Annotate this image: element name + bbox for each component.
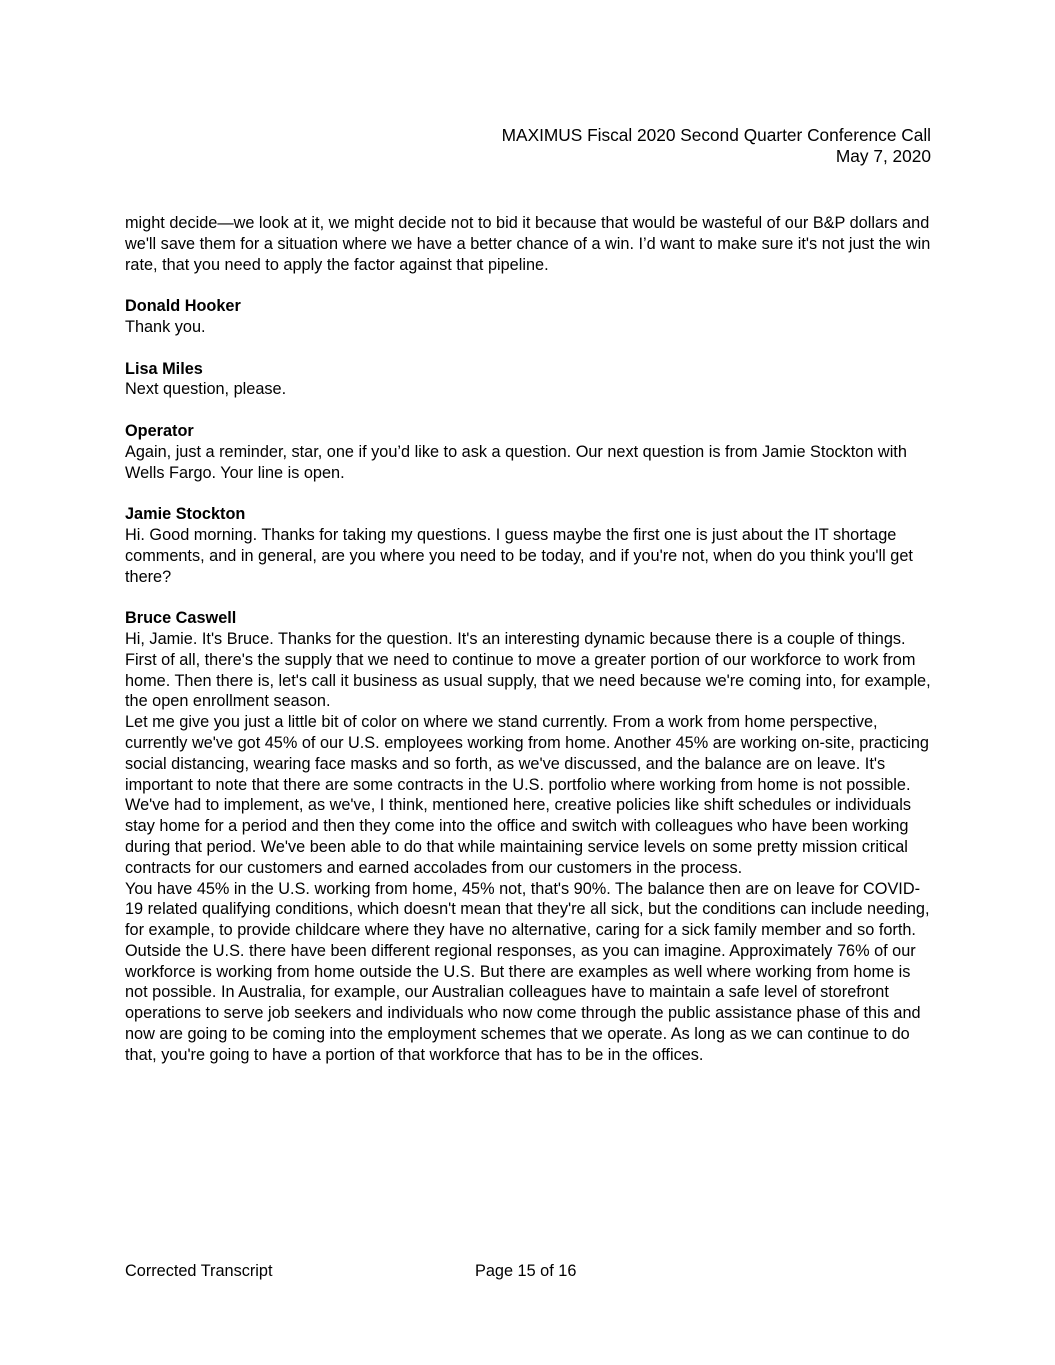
speaker-name: Lisa Miles [125, 359, 203, 378]
speaker-block-jamie-stockton [125, 504, 935, 587]
document-title: MAXIMUS Fiscal 2020 Second Quarter Conference Call [501, 125, 931, 145]
page-number: Page 15 of 16 [475, 1262, 577, 1280]
footer-label: Corrected Transcript [125, 1262, 273, 1280]
speaker-name: Jamie Stockton [125, 505, 246, 524]
speaker-name: Donald Hooker [125, 297, 241, 316]
speech-text: Hi, Jamie. It's Bruce. Thanks for the question. It's an interesting dynamic because there is a couple of things. First of all, there's the supply that we need to continue to move a greater portion of our workforce to work from home. Then there is, let's call it business as usual supply, that we need because we're coming into, for example, the open enrollment season. [125, 629, 931, 711]
speech-text: Hi. Good morning. Thanks for taking my questions. I guess maybe the first one is just about the IT shortage comments, and in general, are you where you need to be today, and if you're not, when do you think you'll get there? [125, 525, 913, 586]
speaker-block-donald-hooker [125, 296, 935, 338]
speaker-block-lisa-miles [125, 359, 935, 401]
speech-text: Outside the U.S. there have been different regional responses, as you can imagine. Approximately 76% of our workforce is working from home outside the U.S. But there are examples as well where working from home is not possible. In Australia, for example, our Australian colleagues have to maintain a safe level of storefront operations to serve job seekers and individuals who now come through the public assistance phase of this and now are going to be coming into the employment schemes that we operate. As long as we can continue to do that, you're going to have a portion of that workforce that has to be in the offices. [125, 941, 921, 1064]
speech-text: Again, just a reminder, star, one if you’d like to ask a question. Our next question is from Jamie Stockton with Wells Fargo. Your line is open. [125, 442, 907, 482]
speech-text: Next question, please. [125, 380, 287, 399]
document-date: May 7, 2020 [835, 146, 931, 166]
speaker-name: Operator [125, 421, 194, 440]
speaker-block-bruce-caswell [125, 608, 935, 1066]
transcript-body [125, 213, 935, 1086]
page-header [502, 125, 931, 167]
speech-text: Thank you. [125, 317, 206, 336]
continued-paragraph: might decide—we look at it, we might decide not to bid it because that would be wasteful of our B&P dollars and we'll save them for a situation where we have a better chance of a win. I’d want to make sure it's not just the win rate, that you need to apply the factor against that pipeline. [125, 214, 931, 274]
speaker-name: Bruce Caswell [125, 609, 237, 628]
speech-text: Let me give you just a little bit of color on where we stand currently. From a work from home perspective, currently we've got 45% of our U.S. employees working from home. Another 45% are working on-site, practicing social distancing, wearing face masks and so forth, as we've discussed, and the balance are on leave. It's important to note that there are some contracts in the U.S. portfolio where working from home is not possible. We've had to implement, as we've, I think, mentioned here, creative policies like shift schedules or individuals stay home for a period and then they come into the office and switch with colleagues who have been working during that period. We've been able to do that while maintaining service levels on some pretty mission critical contracts for our customers and earned accolades from our customers in the process. [125, 713, 929, 877]
speech-text: You have 45% in the U.S. working from home, 45% not, that's 90%. The balance then are on leave for COVID-19 related qualifying conditions, which doesn't mean that they're all sick, but the conditions can include needing, for example, to provide childcare where they have no alternative, caring for a sick family member and so forth. [125, 879, 930, 940]
speaker-block-operator [125, 421, 935, 483]
